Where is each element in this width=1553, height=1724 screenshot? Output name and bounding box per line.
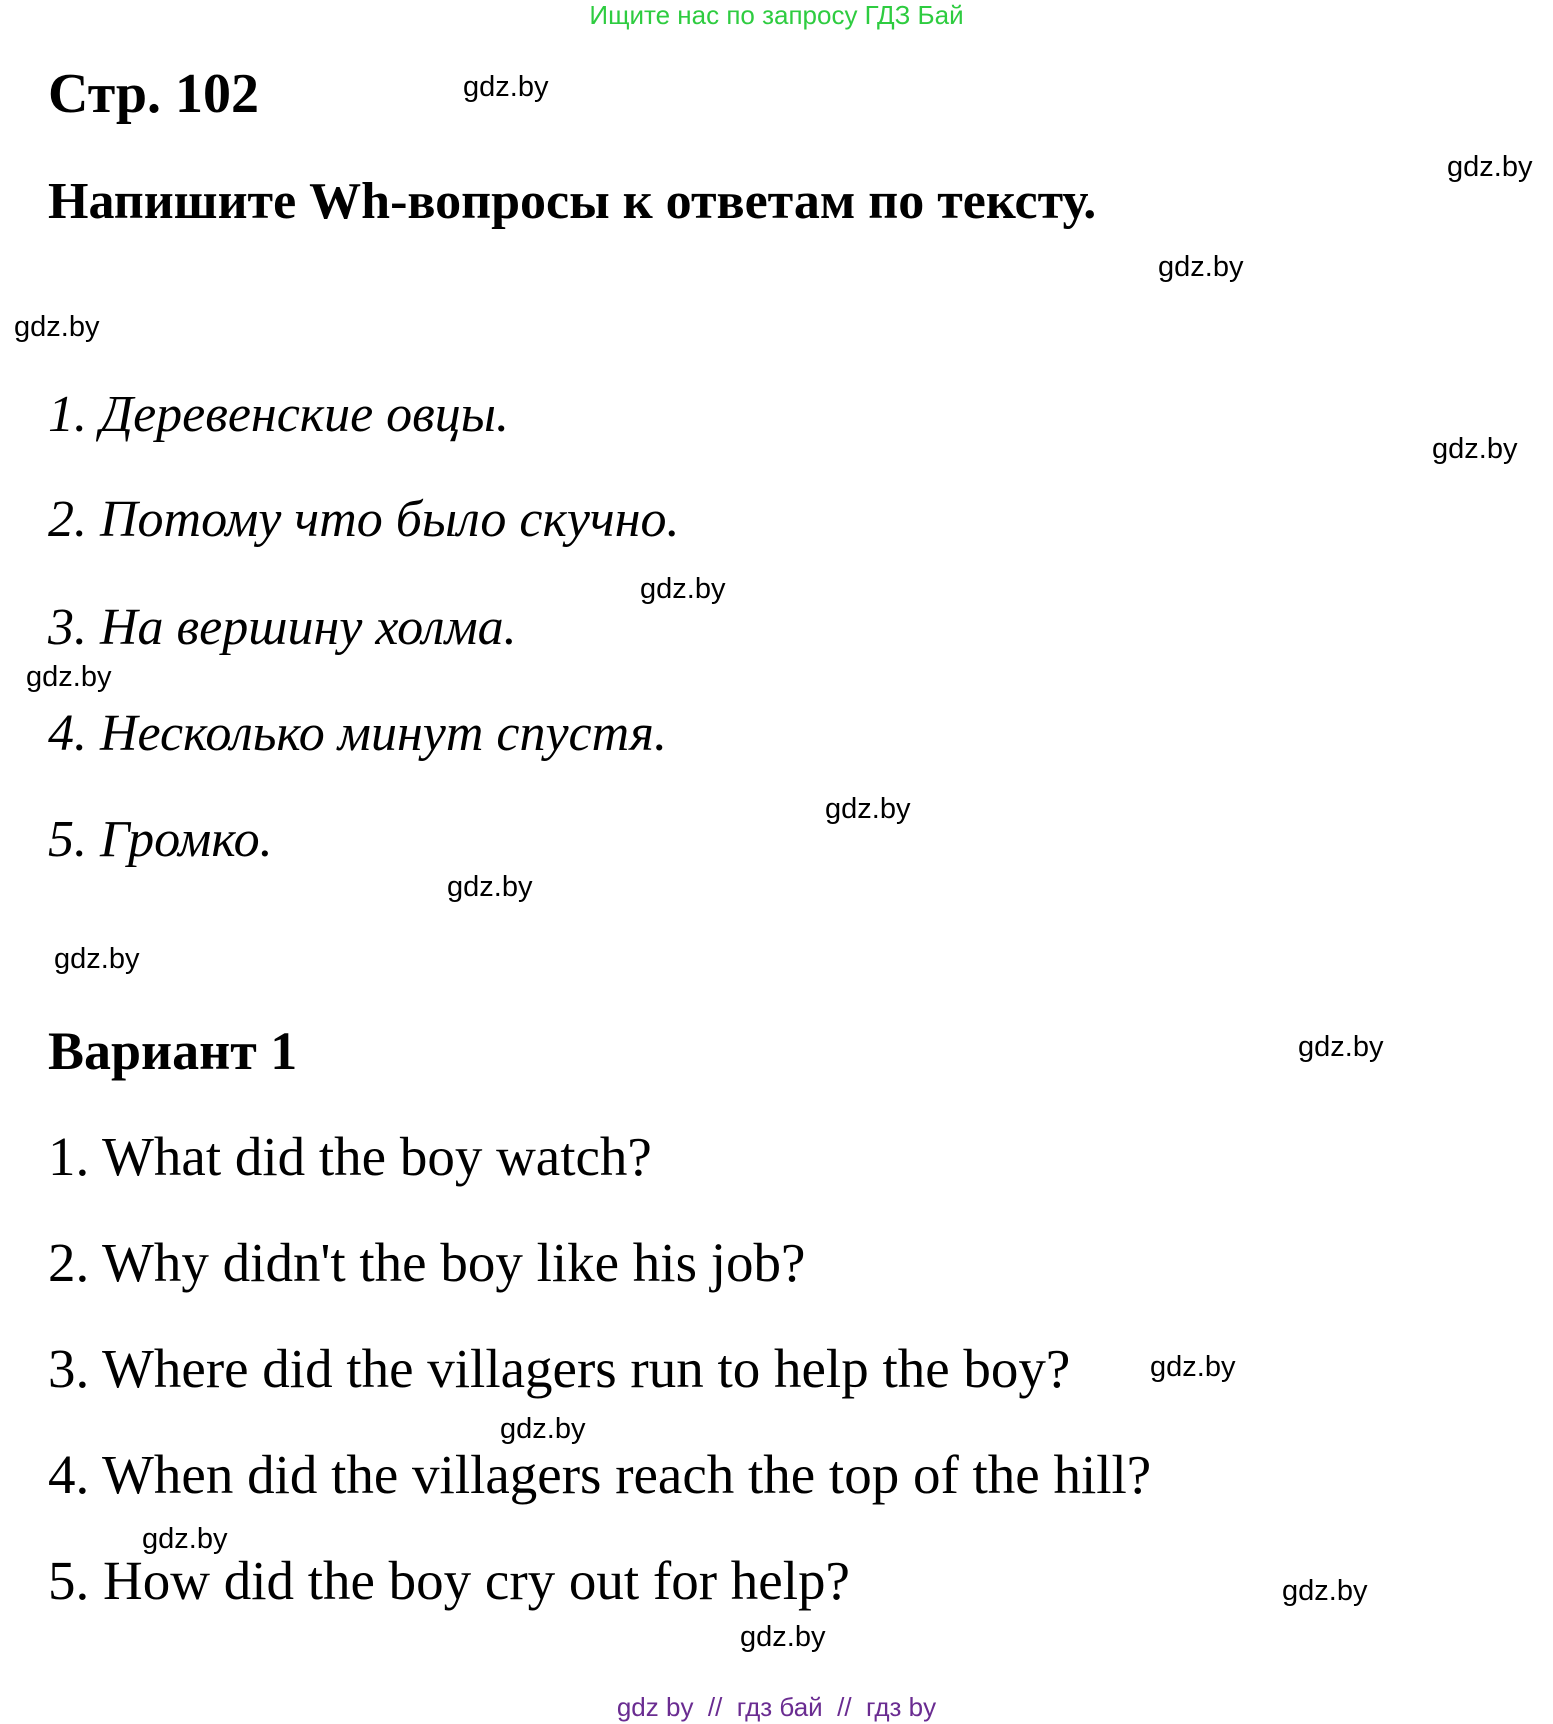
watermark: gdz.by (1447, 151, 1533, 183)
variant-heading: Вариант 1 (48, 1021, 298, 1081)
watermark: gdz.by (500, 1413, 586, 1445)
question-item: 3. Where did the villagers run to help the boy? (48, 1338, 1071, 1399)
question-item: 1. What did the boy watch? (48, 1126, 652, 1187)
watermark: gdz.by (142, 1523, 228, 1555)
answer-item: 2. Потому что было скучно. (48, 491, 680, 548)
watermark: gdz.by (463, 71, 549, 103)
answer-item: 4. Несколько минут спустя. (48, 705, 667, 762)
watermark: gdz.by (1298, 1031, 1384, 1063)
question-item: 4. When did the villagers reach the top of the hill? (48, 1444, 1152, 1505)
answer-item: 3. На вершину холма. (48, 599, 517, 656)
task-title: Напишите Wh-вопросы к ответам по тексту. (48, 173, 1097, 230)
answer-item: 1. Деревенские овцы. (48, 386, 509, 443)
question-item: 2. Why didn't the boy like his job? (48, 1232, 806, 1293)
watermark: gdz.by (1282, 1575, 1368, 1607)
watermark: gdz.by (14, 311, 100, 343)
top-banner: Ищите нас по запросу ГДЗ Бай (589, 0, 964, 30)
watermark: gdz.by (1432, 433, 1518, 465)
watermark: gdz.by (1150, 1351, 1236, 1383)
footer-links: gdz by // гдз бай // гдз by (616, 1692, 937, 1722)
watermark: gdz.by (640, 573, 726, 605)
watermark: gdz.by (54, 943, 140, 975)
watermark: gdz.by (26, 661, 112, 693)
watermark: gdz.by (1158, 251, 1244, 283)
answer-item: 5. Громко. (48, 811, 273, 868)
page-heading: Стр. 102 (48, 63, 260, 125)
question-item: 5. How did the boy cry out for help? (48, 1550, 850, 1611)
watermark: gdz.by (825, 793, 911, 825)
watermark: gdz.by (447, 871, 533, 903)
watermark: gdz.by (740, 1621, 826, 1653)
